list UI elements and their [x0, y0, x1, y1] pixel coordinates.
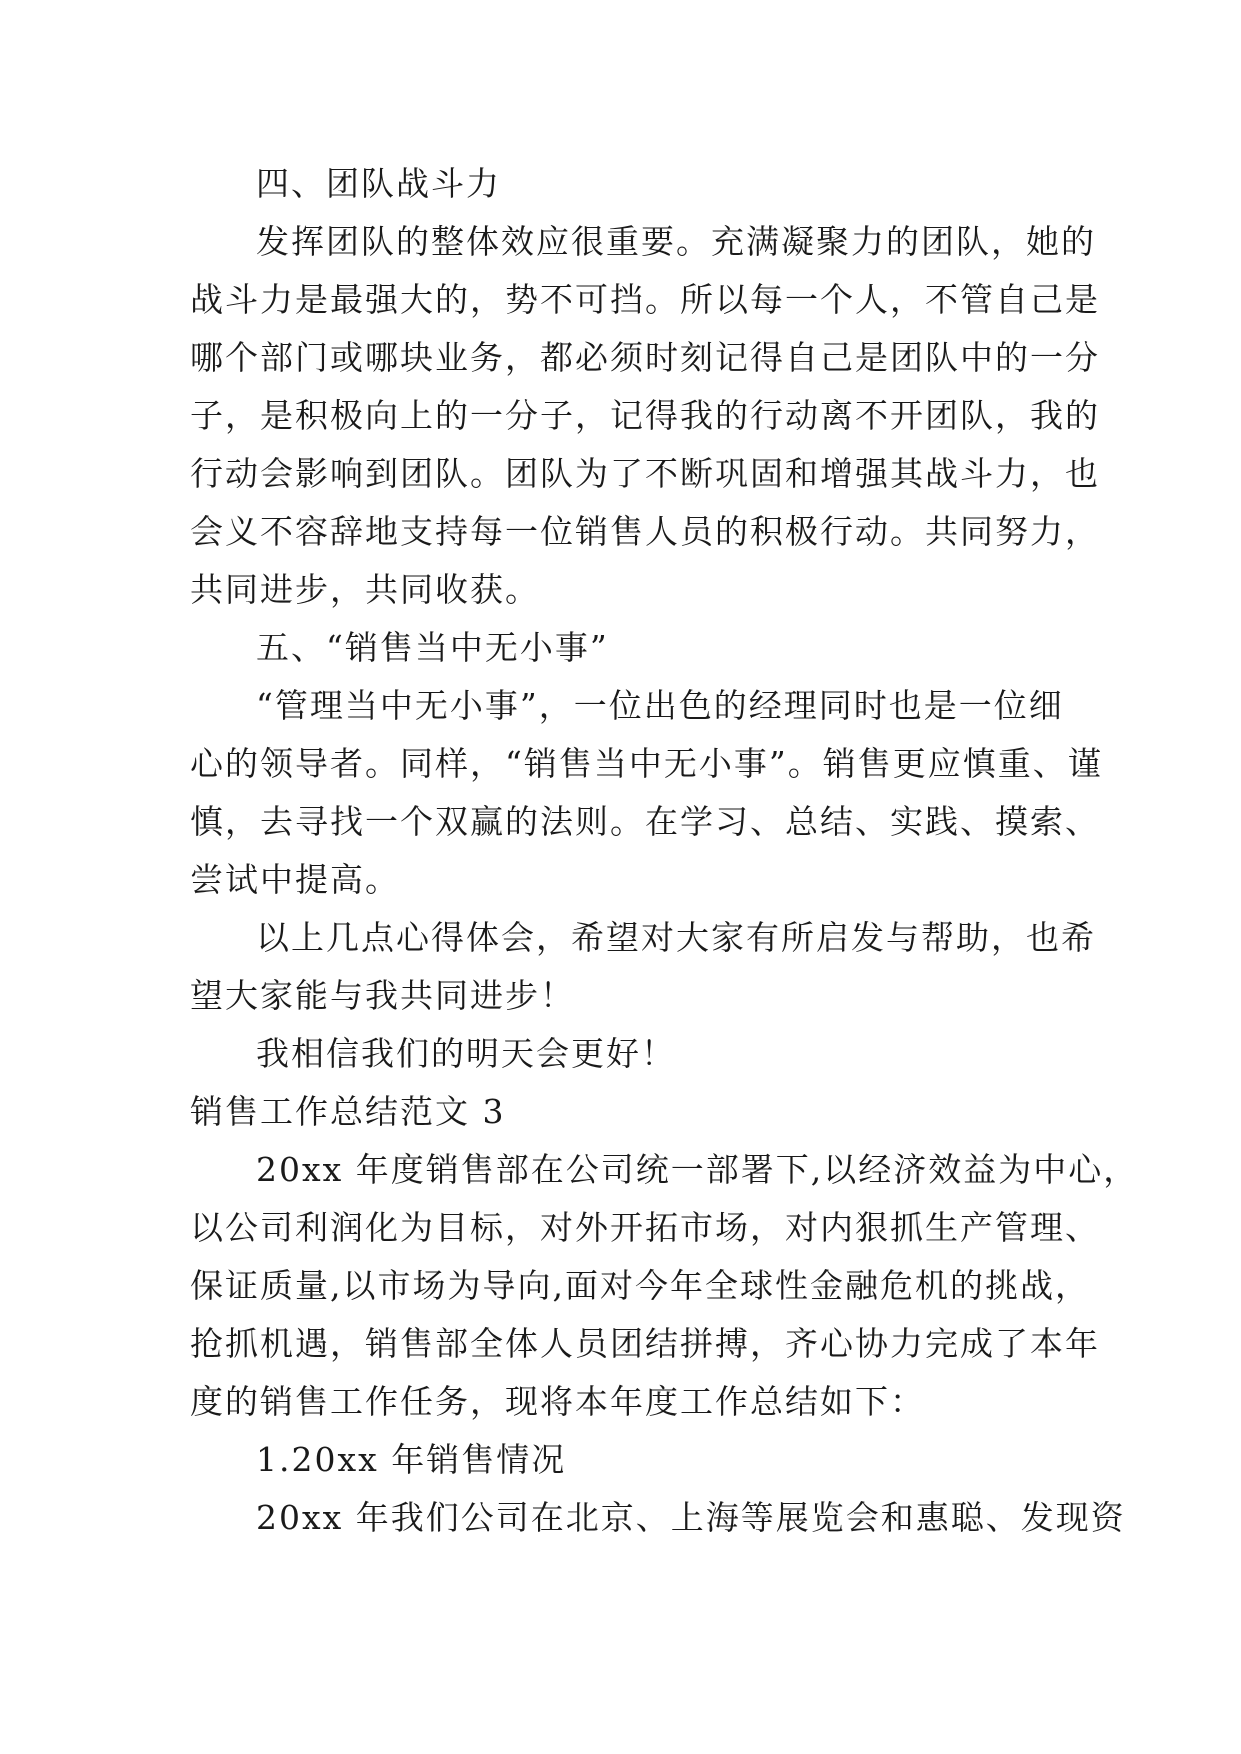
paragraph-line: 发挥团队的整体效应很重要。充满凝聚力的团队，她的: [256, 222, 1096, 261]
paragraph-line: 慎，去寻找一个双赢的法则。在学习、总结、实践、摸索、: [190, 802, 1100, 841]
paragraph-line: 度的销售工作任务，现将本年度工作总结如下：: [190, 1382, 925, 1421]
paragraph-line: 尝试中提高。: [190, 860, 400, 899]
paragraph-line: 保证质量,以市场为导向,面对今年全球性金融危机的挑战，: [190, 1266, 1090, 1305]
section-heading: 五、“销售当中无小事”: [256, 628, 609, 667]
document-title: 销售工作总结范文 3: [190, 1092, 506, 1131]
paragraph-line: 20xx 年度销售部在公司统一部署下,以经济效益为中心，: [256, 1150, 1139, 1189]
paragraph-line: 会义不容辞地支持每一位销售人员的积极行动。共同努力，: [190, 512, 1100, 551]
paragraph-line: 共同进步，共同收获。: [190, 570, 540, 609]
paragraph-line: 心的领导者。同样，“销售当中无小事”。销售更应慎重、谨: [190, 744, 1103, 783]
paragraph-line: 我相信我们的明天会更好！: [256, 1034, 676, 1073]
paragraph-line: 望大家能与我共同进步！: [190, 976, 575, 1015]
paragraph-line: 20xx 年我们公司在北京、上海等展览会和惠聪、发现资: [256, 1498, 1126, 1537]
paragraph-line: 行动会影响到团队。团队为了不断巩固和增强其战斗力，也: [190, 454, 1100, 493]
paragraph-line: 子，是积极向上的一分子，记得我的行动离不开团队，我的: [190, 396, 1100, 435]
paragraph-line: 哪个部门或哪块业务，都必须时刻记得自己是团队中的一分: [190, 338, 1100, 377]
paragraph-line: 战斗力是最强大的，势不可挡。所以每一个人，不管自己是: [190, 280, 1100, 319]
paragraph-line: 以上几点心得体会，希望对大家有所启发与帮助，也希: [256, 918, 1096, 957]
section-heading: 四、团队战斗力: [256, 164, 501, 203]
section-heading: 1.20xx 年销售情况: [256, 1440, 567, 1479]
paragraph-line: 以公司利润化为目标，对外开拓市场，对内狠抓生产管理、: [190, 1208, 1100, 1247]
paragraph-line: 抢抓机遇，销售部全体人员团结拼搏，齐心协力完成了本年: [190, 1324, 1100, 1363]
paragraph-line: “管理当中无小事”，一位出色的经理同时也是一位细: [256, 686, 1064, 725]
